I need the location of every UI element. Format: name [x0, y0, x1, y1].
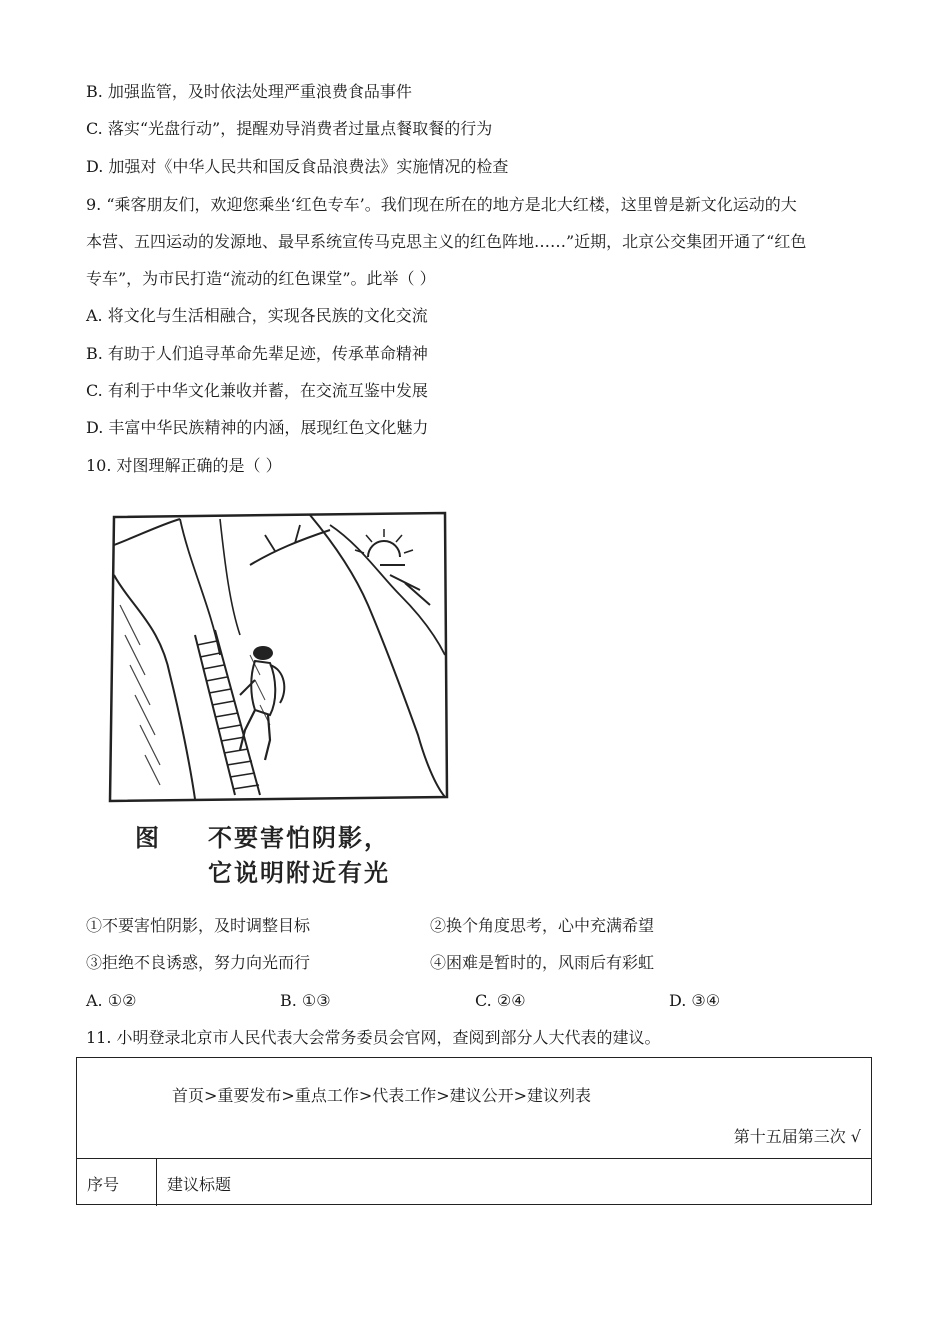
- q10-statement-3: ③拒绝不良诱惑，努力向光而行: [86, 953, 311, 972]
- q9-stem-line2: 本营、五四运动的发源地、最早系统宣传马克思主义的红色阵地……”近期，北京公交集团开通了“红色: [86, 232, 807, 251]
- q9-option-b: B. 有助于人们追寻革命先辈足迹，传承革命精神: [86, 344, 428, 363]
- figure-label: 图: [135, 824, 161, 852]
- breadcrumb: 首页>重要发布>重点工作>代表工作>建议公开>建议列表: [172, 1086, 592, 1105]
- q8-option-d: D. 加强对《中华人民共和国反食品浪费法》实施情况的检查: [86, 157, 509, 176]
- q11-stem: 11. 小明登录北京市人民代表大会常务委员会官网，查阅到部分人大代表的建议。: [86, 1028, 661, 1047]
- q10-statement-1: ①不要害怕阴影，及时调整目标: [86, 916, 311, 935]
- header-number-label: 序号: [87, 1175, 120, 1194]
- q9-stem-line3: 专车”，为市民打造“流动的红色课堂”。此举（ ）: [86, 269, 436, 288]
- q10-statement-4: ④困难是暂时的，风雨后有彩虹: [430, 953, 655, 972]
- q10-statement-2: ②换个角度思考，心中充满希望: [430, 916, 655, 935]
- table-header-row: [77, 1158, 871, 1206]
- q8-option-c: C. 落实“光盘行动”，提醒劝导消费者过量点餐取餐的行为: [86, 119, 493, 138]
- cartoon-drawing: [100, 505, 460, 805]
- q9-option-d: D. 丰富中华民族精神的内涵，展现红色文化魅力: [86, 418, 429, 437]
- q10-option-d: D. ③④: [669, 991, 721, 1010]
- q8-option-b: B. 加强监管，及时依法处理严重浪费食品事件: [86, 82, 412, 101]
- q9-option-c: C. 有利于中华文化兼收并蓄，在交流互鉴中发展: [86, 381, 428, 400]
- figure-caption-line1: 不要害怕阴影，: [208, 824, 390, 852]
- header-title-label: 建议标题: [167, 1175, 232, 1194]
- website-table: [76, 1057, 872, 1205]
- header-cell-number: [77, 1159, 157, 1206]
- session-filter: 第十五届第三次 √: [733, 1127, 861, 1146]
- q10-stem: 10. 对图理解正确的是（ ）: [86, 456, 282, 475]
- cartoon-figure: [100, 505, 460, 890]
- q9-option-a: A. 将文化与生活相融合，实现各民族的文化交流: [86, 306, 428, 325]
- q10-option-a: A. ①②: [86, 991, 137, 1010]
- q9-stem-line1: 9. “乘客朋友们，欢迎您乘坐‘红色专车’。我们现在所在的地方是北大红楼，这里曾是新文化运动的大: [86, 195, 797, 214]
- figure-caption-line2: 它说明附近有光: [208, 859, 390, 887]
- q10-option-b: B. ①③: [280, 991, 331, 1010]
- q10-option-c: C. ②④: [475, 991, 526, 1010]
